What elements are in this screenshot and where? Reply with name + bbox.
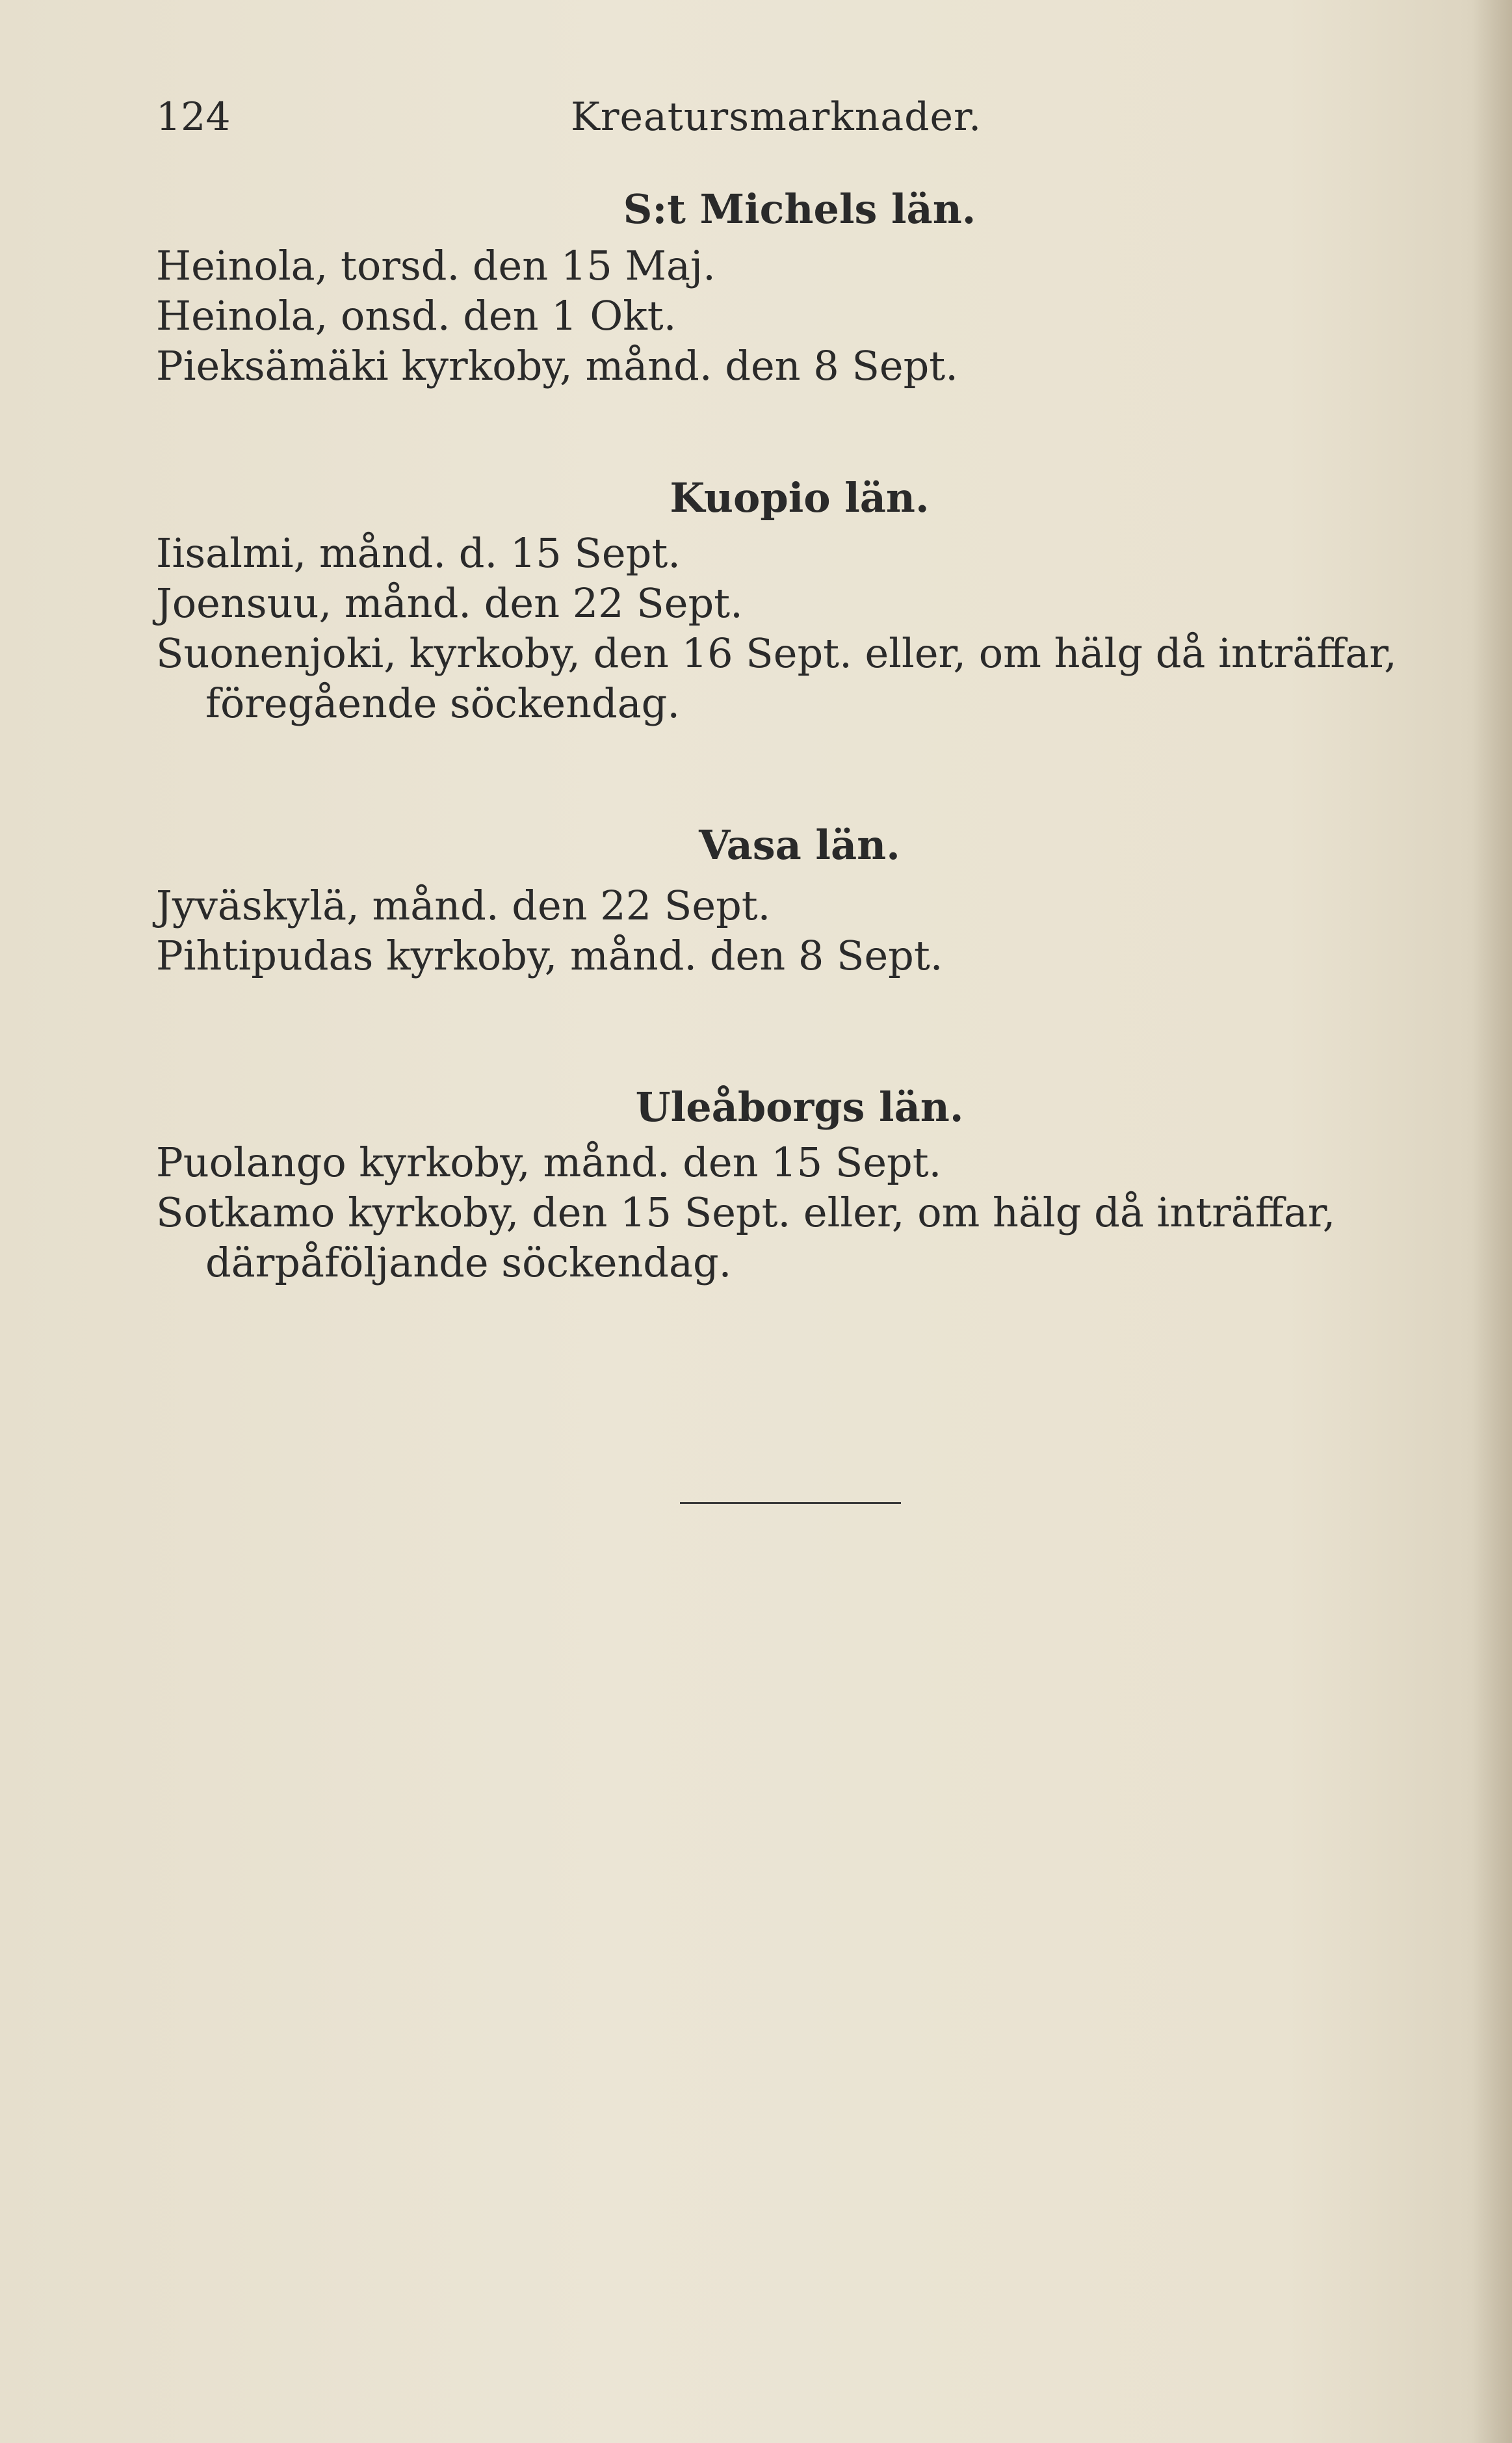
section-heading: Kuopio län. — [670, 474, 930, 522]
market-list — [156, 1137, 1417, 1288]
market-entry: Jyväskylä, månd. den 22 Sept. — [156, 882, 771, 929]
market-entry: Suonenjoki, kyrkoby, den 16 Sept. eller, om hälg då inträffar, föregående söckendag. — [156, 629, 1397, 727]
page-number: 124 — [156, 94, 231, 140]
market-entry: Heinola, torsd. den 15 Maj. — [156, 242, 716, 289]
market-entry: Iisalmi, månd. d. 15 Sept. — [156, 529, 681, 577]
section-vasa — [156, 819, 1417, 981]
section-heading: S:t Michels län. — [623, 185, 976, 233]
section-heading: Uleåborgs län. — [635, 1083, 964, 1131]
market-list — [156, 528, 1417, 728]
market-list — [156, 241, 1417, 391]
market-list — [156, 880, 1417, 981]
running-title: Kreatursmarknader. — [571, 94, 982, 140]
market-entry: Joensuu, månd. den 22 Sept. — [156, 579, 743, 627]
body-text — [156, 183, 1417, 1288]
market-entry: Pihtipudas kyrkoby, månd. den 8 Sept. — [156, 932, 943, 979]
end-rule-divider — [680, 1502, 901, 1504]
section-st-michels — [156, 183, 1417, 391]
section-uleaborgs — [156, 1081, 1417, 1288]
market-entry: Sotkamo kyrkoby, den 15 Sept. eller, om hälg då inträffar, därpåföljande söckendag. — [156, 1189, 1336, 1286]
section-kuopio — [156, 472, 1417, 728]
page-edge-shadow — [1473, 0, 1512, 2443]
market-entry: Puolango kyrkoby, månd. den 15 Sept. — [156, 1139, 942, 1186]
section-heading: Vasa län. — [699, 821, 900, 869]
market-entry: Pieksämäki kyrkoby, månd. den 8 Sept. — [156, 342, 958, 390]
market-entry: Heinola, onsd. den 1 Okt. — [156, 292, 677, 339]
running-head — [156, 91, 1352, 143]
